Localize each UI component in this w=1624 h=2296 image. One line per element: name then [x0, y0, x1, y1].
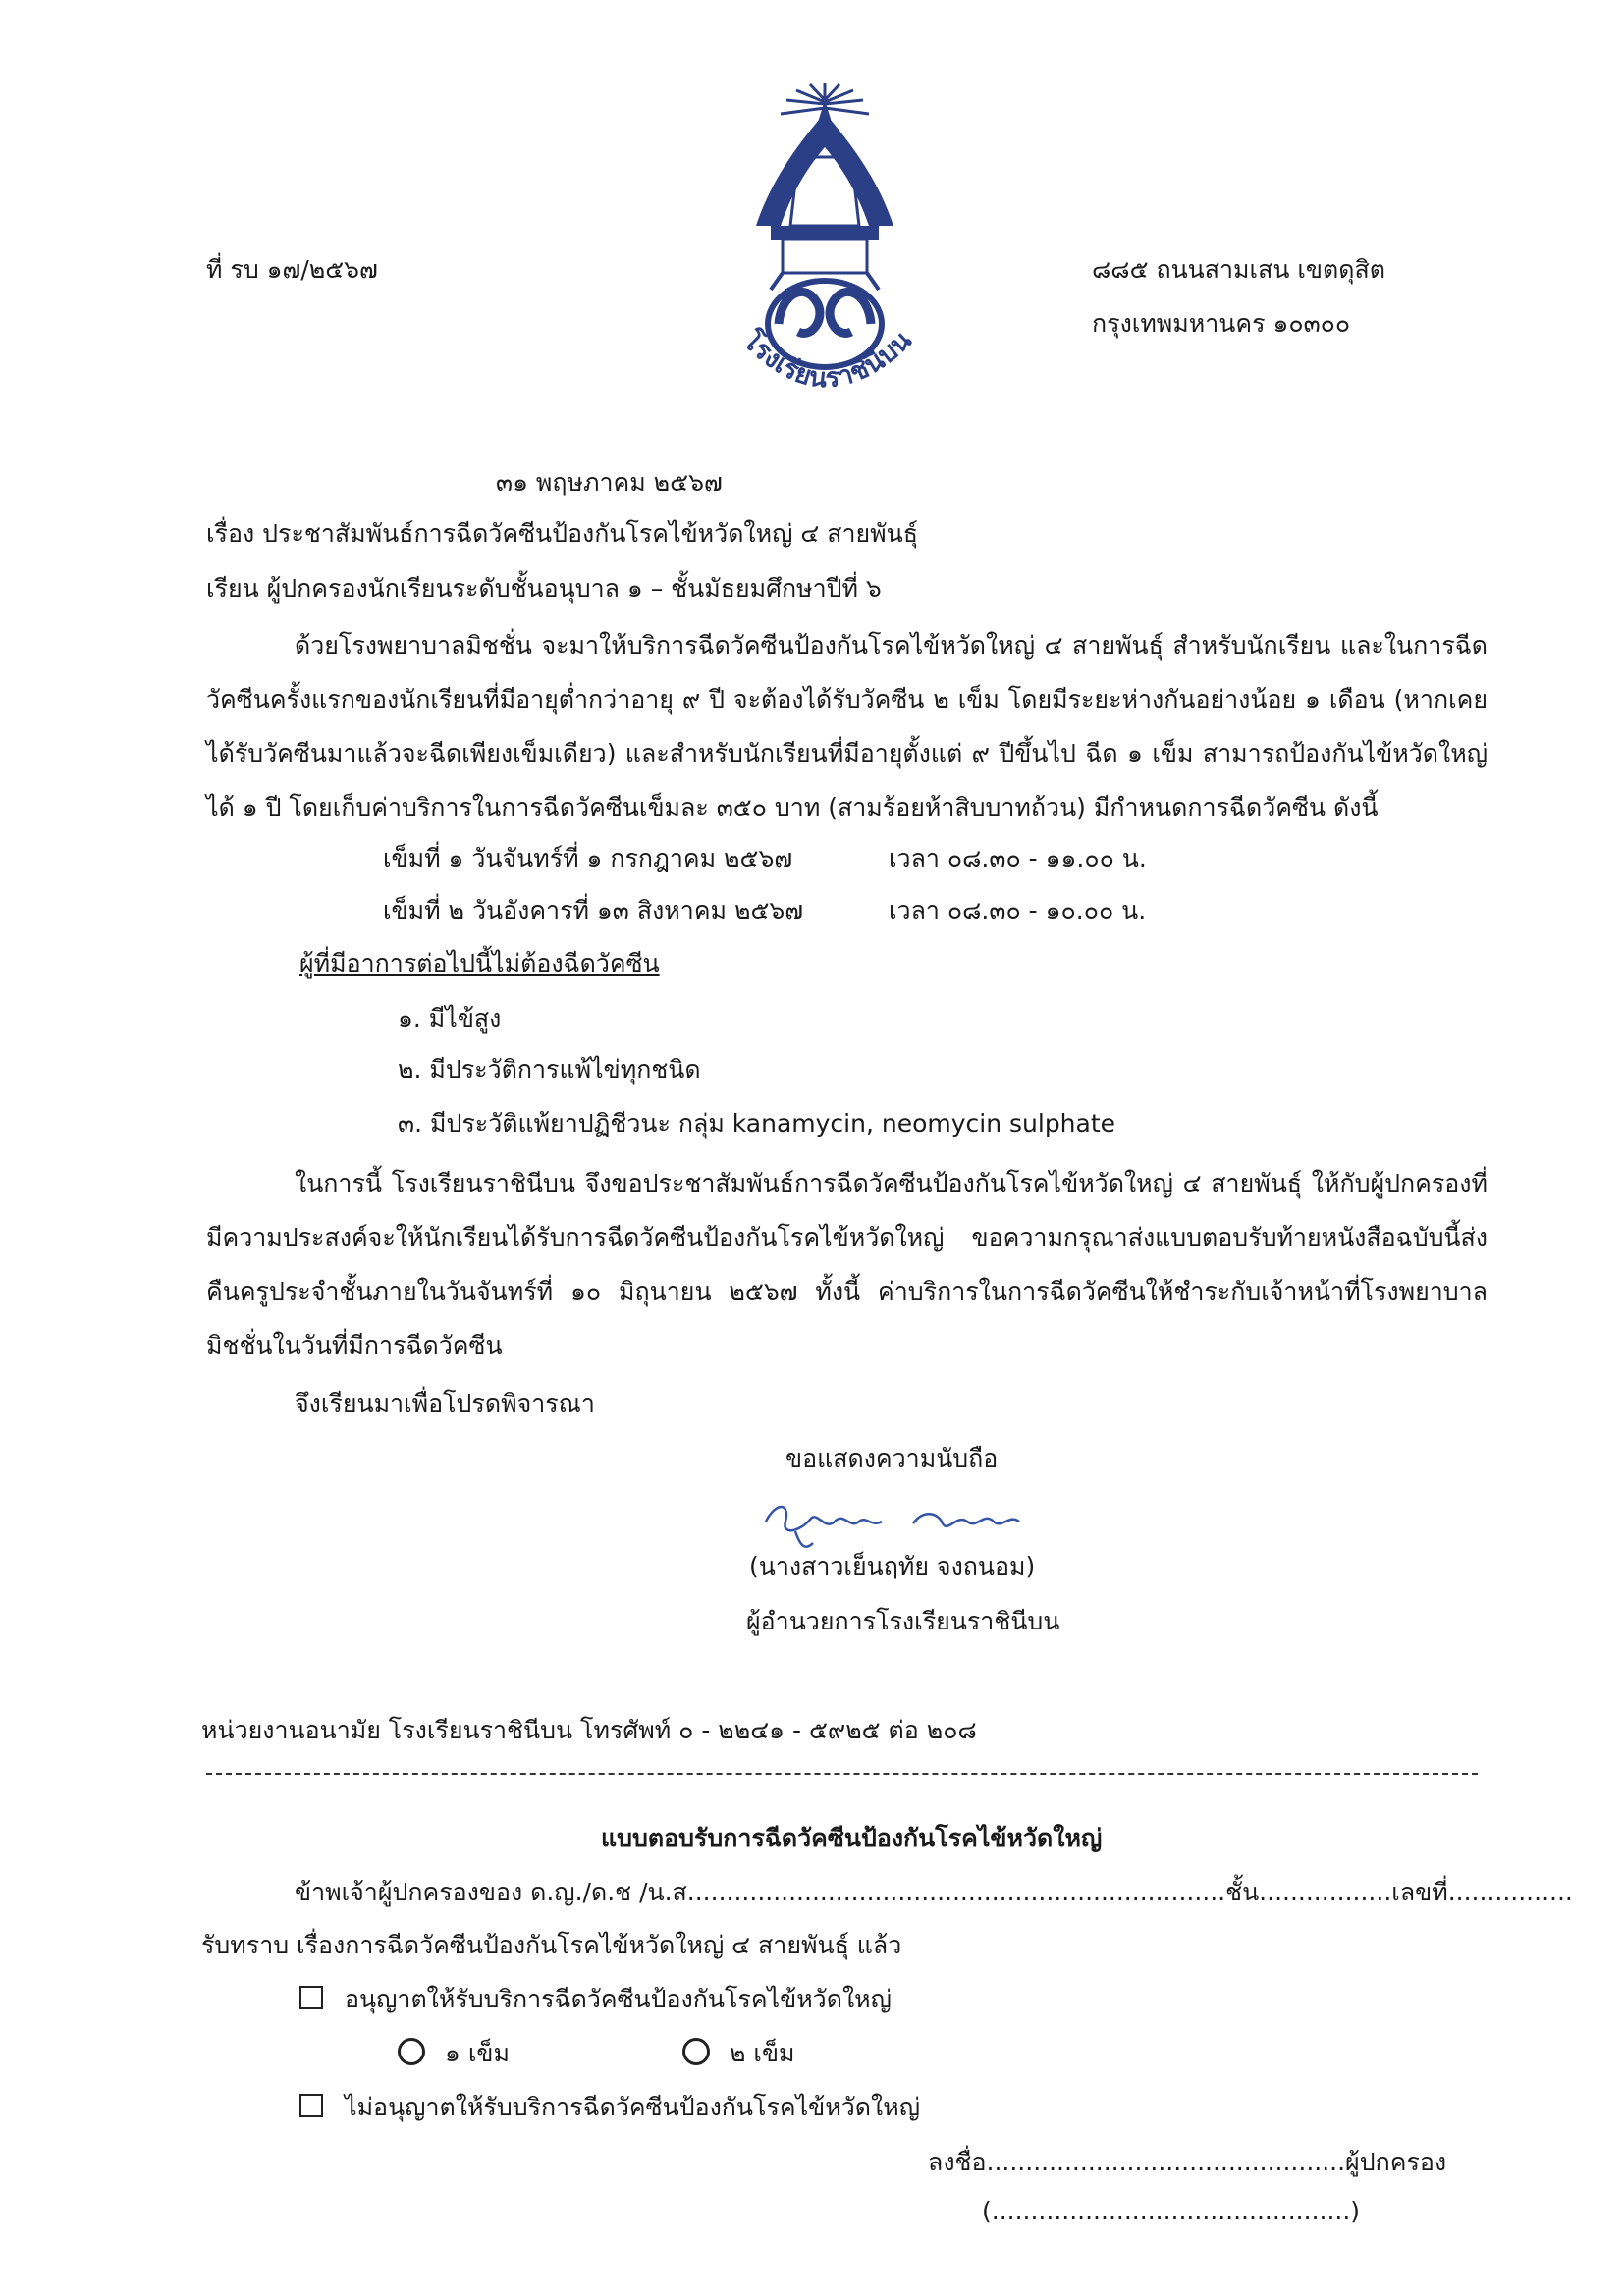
exclusion-item-3: ๓. มีประวัติแพ้ยาปฏิชีวนะ กลุ่ม kanamycin, neomycin sulphate [398, 1109, 1116, 1138]
address-line-2: กรุงเทพมหานคร ๑๐๓๐๐ [1092, 309, 1351, 338]
pavilion-roof [756, 113, 893, 226]
option-deny-row[interactable] [299, 2088, 920, 2127]
monogram-right-stroke [830, 292, 871, 333]
dose-1-radio[interactable] [398, 2038, 425, 2065]
signer-title: ผู้อำนวยการโรงเรียนราชินีบน [746, 1607, 1060, 1635]
letter-subject: เรื่อง ประชาสัมพันธ์การฉีดวัคซีนป้องกันโรคไข้หวัดใหญ่ ๔ สายพันธุ์ [206, 519, 919, 548]
regards-line: ขอแสดงความนับถือ [785, 1444, 999, 1472]
guardian-signature-line[interactable]: ลงชื่อ..............................................ผู้ปกครอง [928, 2148, 1447, 2176]
schedule-dose-1: เข็มที่ ๑ วันจันทร์ที่ ๑ กรกฎาคม ๒๕๖๗ [383, 844, 793, 873]
pavilion-beam [771, 226, 879, 240]
allow-checkbox[interactable] [299, 1986, 323, 2009]
exclusion-heading: ผู้ที่มีอาการต่อไปนี้ไม่ต้องฉีดวัคซีน [299, 949, 660, 978]
address-line-1: ๘๘๕ ถนนสามเสน เขตดุสิต [1092, 255, 1385, 284]
reply-form-title: แบบตอบรับการฉีดวัคซีนป้องกันโรคไข้หวัดใหญ่ [601, 1824, 1103, 1852]
dose-2-label: ๒ เข็ม [730, 2039, 795, 2067]
letter-date: ๓๑ พฤษภาคม ๒๕๖๗ [496, 468, 723, 497]
deny-checkbox[interactable] [299, 2094, 323, 2117]
contact-line: หน่วยงานอนามัย โรงเรียนราชินีบน โทรศัพท์ ๐ - ๒๒๔๑ - ๕๙๒๕ ต่อ ๒๐๘ [201, 1716, 977, 1744]
letter-recipient: เรียน ผู้ปกครองนักเรียนระดับชั้นอนุบาล ๑ – ชั้นมัธยมศึกษาปีที่ ๖ [206, 574, 882, 603]
exclusion-item-2: ๒. มีประวัติการแพ้ไข่ทุกชนิด [398, 1055, 701, 1084]
guardian-name-line[interactable]: (..............................................) [982, 2197, 1361, 2225]
reply-student-line[interactable]: ข้าพเจ้าผู้ปกครองของ ด.ญ./ด.ช /น.ส.....................................................................ชั้น.................เลขที่................ [295, 1878, 1573, 1906]
dose-1-radio-row[interactable] [398, 2034, 510, 2073]
body-paragraph-1: ด้วยโรงพยาบาลมิชชั่น จะมาให้บริการฉีดวัคซีนป้องกันโรคไข้หวัดใหญ่ ๔ สายพันธุ์ สำหรับนักเรียน และในการฉีดวัคซีนครั้งแรกของนักเรียนที่มีอายุต่ำกว่าอายุ ๙ ปี จะต้องได้รับวัคซีน ๒ เข็ม โดยมีระยะห่างกันอย่างน้อย ๑ เดือน (หากเคยได้รับวัคซีนมาแล้วจะฉีดเพียงเข็มเดียว) และสำหรับนักเรียนที่มีอายุตั้งแต่ ๙ ปีขึ้นไป ฉีด ๑ เข็ม สามารถป้องกันไข้หวัดใหญ่ได้ ๑ ปี โดยเก็บค่าบริการในการฉีดวัคซีนเข็มละ ๓๕๐ บาท (สามร้อยห้าสิบบาทถ้วน) มีกำหนดการฉีดวัคซีน ดังนี้ [206, 631, 1488, 822]
exclusion-item-1: ๑. มีไข้สูง [398, 1004, 502, 1033]
schedule-time-2: เวลา ๐๘.๓๐ - ๑๐.๐๐ น. [889, 896, 1147, 925]
schedule-time-1: เวลา ๐๘.๓๐ - ๑๑.๐๐ น. [889, 844, 1147, 873]
dose-2-radio-row[interactable] [682, 2034, 795, 2073]
closing-request: จึงเรียนมาเพื่อโปรดพิจารณา [295, 1389, 595, 1417]
pavilion-base [783, 240, 867, 273]
deny-label: ไม่อนุญาตให้รับบริการฉีดวัคซีนป้องกันโรคไข้หวัดใหญ่ [345, 2093, 920, 2121]
monogram-left-stroke [779, 292, 820, 333]
schedule-dose-2: เข็มที่ ๒ วันอังคารที่ ๑๓ สิงหาคม ๒๕๖๗ [383, 896, 804, 925]
cut-line-divider [206, 1773, 1478, 1775]
dose-1-label: ๑ เข็ม [445, 2039, 510, 2067]
reply-acknowledge-line: รับทราบ เรื่องการฉีดวัคซีนป้องกันโรคไข้หวัดใหญ่ ๔ สายพันธุ์ แล้ว [201, 1931, 902, 1959]
signer-name: (นางสาวเย็นฤทัย จงถนอม) [749, 1552, 1036, 1580]
logo-school-name: โรงเรียนราชินีบน [736, 325, 918, 395]
dose-2-radio[interactable] [682, 2038, 710, 2065]
reference-number: ที่ รบ ๑๗/๒๕๖๗ [206, 255, 378, 284]
option-allow-row[interactable] [299, 1980, 892, 2019]
allow-label: อนุญาตให้รับบริการฉีดวัคซีนป้องกันโรคไข้หวัดใหญ่ [345, 1985, 892, 2013]
school-crest-logo [702, 79, 947, 432]
body-paragraph-2: ในการนี้ โรงเรียนราชินีบน จึงขอประชาสัมพันธ์การฉีดวัคซีนป้องกันโรคไข้หวัดใหญ่ ๔ สายพันธุ์ ให้กับผู้ปกครองที่มีความประสงค์จะให้นักเรียนได้รับการฉีดวัคซีนป้องกันโรคไข้หวัดใหญ่ ขอความกรุณาส่งแบบตอบรับท้ายหนังสือฉบับนี้ส่งคืนครูประจำชั้นภายในวันจันทร์ที่ ๑๐ มิถุนายน ๒๕๖๗ ทั้งนี้ ค่าบริการในการฉีดวัคซีนให้ชำระกับเจ้าหน้าที่โรงพยาบาลมิชชั่นในวันที่มีการฉีดวัคซีน [206, 1169, 1488, 1360]
